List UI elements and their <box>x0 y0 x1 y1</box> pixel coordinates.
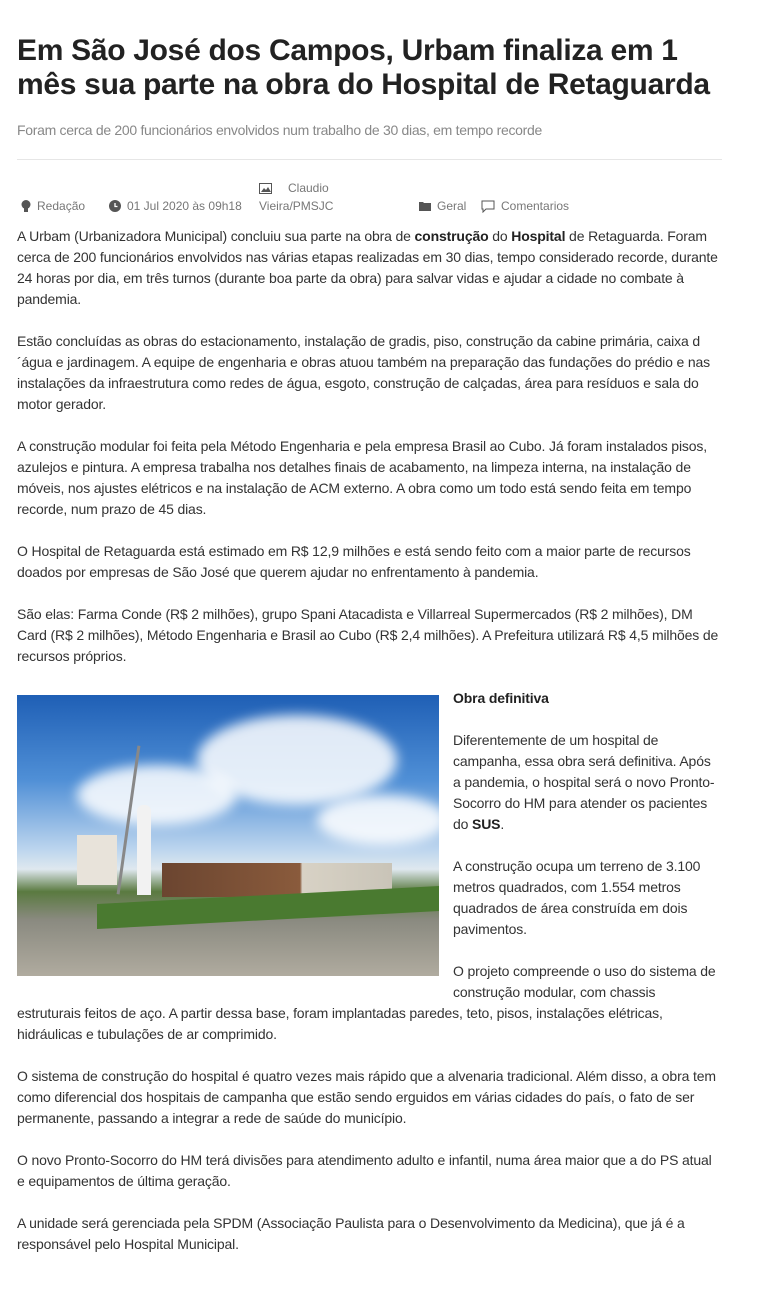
article-body <box>17 226 722 1255</box>
author-name: Redação <box>37 199 86 213</box>
comments-link[interactable]: Comentarios <box>501 199 570 213</box>
clock-icon <box>109 200 121 212</box>
paragraph: A Urbam (Urbanizadora Municipal) concluiu sua parte na obra de construção do Hospital de Retaguarda. Foram cerca de 200 funcionários envolvidos nas várias etapas realizadas em 30 dias, tempo considerado recorde, durante 24 horas por dia, em três turnos (durante boa parte da obra) para salvar vidas e ajudar a cidade no combate à pandemia. <box>17 228 718 307</box>
image-icon <box>259 183 272 194</box>
article-title: Em São José dos Campos, Urbam finaliza em 1 mês sua parte na obra do Hospital de Retaguarda <box>17 34 710 101</box>
folder-icon <box>419 201 431 211</box>
paragraph: A construção modular foi feita pela Método Engenharia e pela empresa Brasil ao Cubo. Já foram instalados pisos, azulejos e pintura. A empresa trabalha nos detalhes finais de acabamento, na limpeza interna, na instalação de móveis, nos ajustes elétricos e na instalação de ACM externo. A obra como um todo está sendo feita em tempo recorde, num prazo de 45 dias. <box>17 438 707 517</box>
paragraph: A construção ocupa um terreno de 3.100 metros quadrados, com 1.554 metros quadrados de área construída em dois pavimentos. <box>453 858 701 937</box>
article-meta <box>17 160 722 220</box>
user-icon <box>21 200 31 212</box>
comment-icon <box>481 200 495 213</box>
photo-credit-line-1: Claudio <box>288 181 329 195</box>
paragraph: São elas: Farma Conde (R$ 2 milhões), grupo Spani Atacadista e Villarreal Supermercados (R$ 2 milhões), DM Card (R$ 2 milhões), Método Engenharia e Brasil ao Cubo (R$ 2,4 milhões). A Prefeitura utilizará R$ 4,5 milhões de recursos próprios. <box>17 606 719 664</box>
paragraph: Diferentemente de um hospital de campanha, essa obra será definitiva. Após a pandemia, o hospital será o novo Pronto-Socorro do HM para atender os pacientes do SUS. <box>453 732 715 832</box>
comments[interactable] <box>481 199 569 213</box>
paragraph: O novo Pronto-Socorro do HM terá divisões para atendimento adulto e infantil, numa área maior que a do PS atual e equipamentos de última geração. <box>17 1152 712 1189</box>
category[interactable] <box>419 199 466 213</box>
article-photo <box>17 695 439 976</box>
paragraph: O sistema de construção do hospital é quatro vezes mais rápido que a alvenaria tradicional. Além disso, a obra tem como diferencial dos hospitais de campanha que estão sendo erguidos em várias cidades do país, o fato de ser permanente, passando a integrar a rede de saúde do município. <box>17 1068 716 1126</box>
publish-date: 01 Jul 2020 às 09h18 <box>127 199 242 213</box>
photo-credit <box>259 181 329 195</box>
section-heading: Obra definitiva <box>453 690 549 706</box>
author[interactable] <box>21 199 85 213</box>
paragraph: A unidade será gerenciada pela SPDM (Associação Paulista para o Desenvolvimento da Medicina), que já é a responsável pelo Hospital Municipal. <box>17 1215 685 1252</box>
article <box>17 34 722 1276</box>
photo-credit-line-2: Vieira/PMSJC <box>259 199 334 213</box>
paragraph: Estão concluídas as obras do estacionamento, instalação de gradis, piso, construção da cabine primária, caixa d´água e jardinagem. A equipe de engenharia e obras atuou também na preparação das fundações do prédio e nas instalações da infraestrutura como redes de água, esgoto, construção de calçadas, área para resíduos e sala do motor gerador. <box>17 333 711 412</box>
paragraph: O projeto compreende o uso do sistema de construção modular, com chassis estruturais feitos de aço. A partir dessa base, foram implantadas paredes, teto, pisos, instalações elétricas, hidráulicas e tubulações de ar comprimido. <box>17 963 716 1042</box>
article-subtitle: Foram cerca de 200 funcionários envolvidos num trabalho de 30 dias, em tempo recorde <box>17 122 722 160</box>
date <box>109 199 242 213</box>
paragraph: O Hospital de Retaguarda está estimado em R$ 12,9 milhões e está sendo feito com a maior parte de recursos doados por empresas de São José que querem ajudar no enfrentamento à pandemia. <box>17 543 691 580</box>
category-link[interactable]: Geral <box>437 199 467 213</box>
